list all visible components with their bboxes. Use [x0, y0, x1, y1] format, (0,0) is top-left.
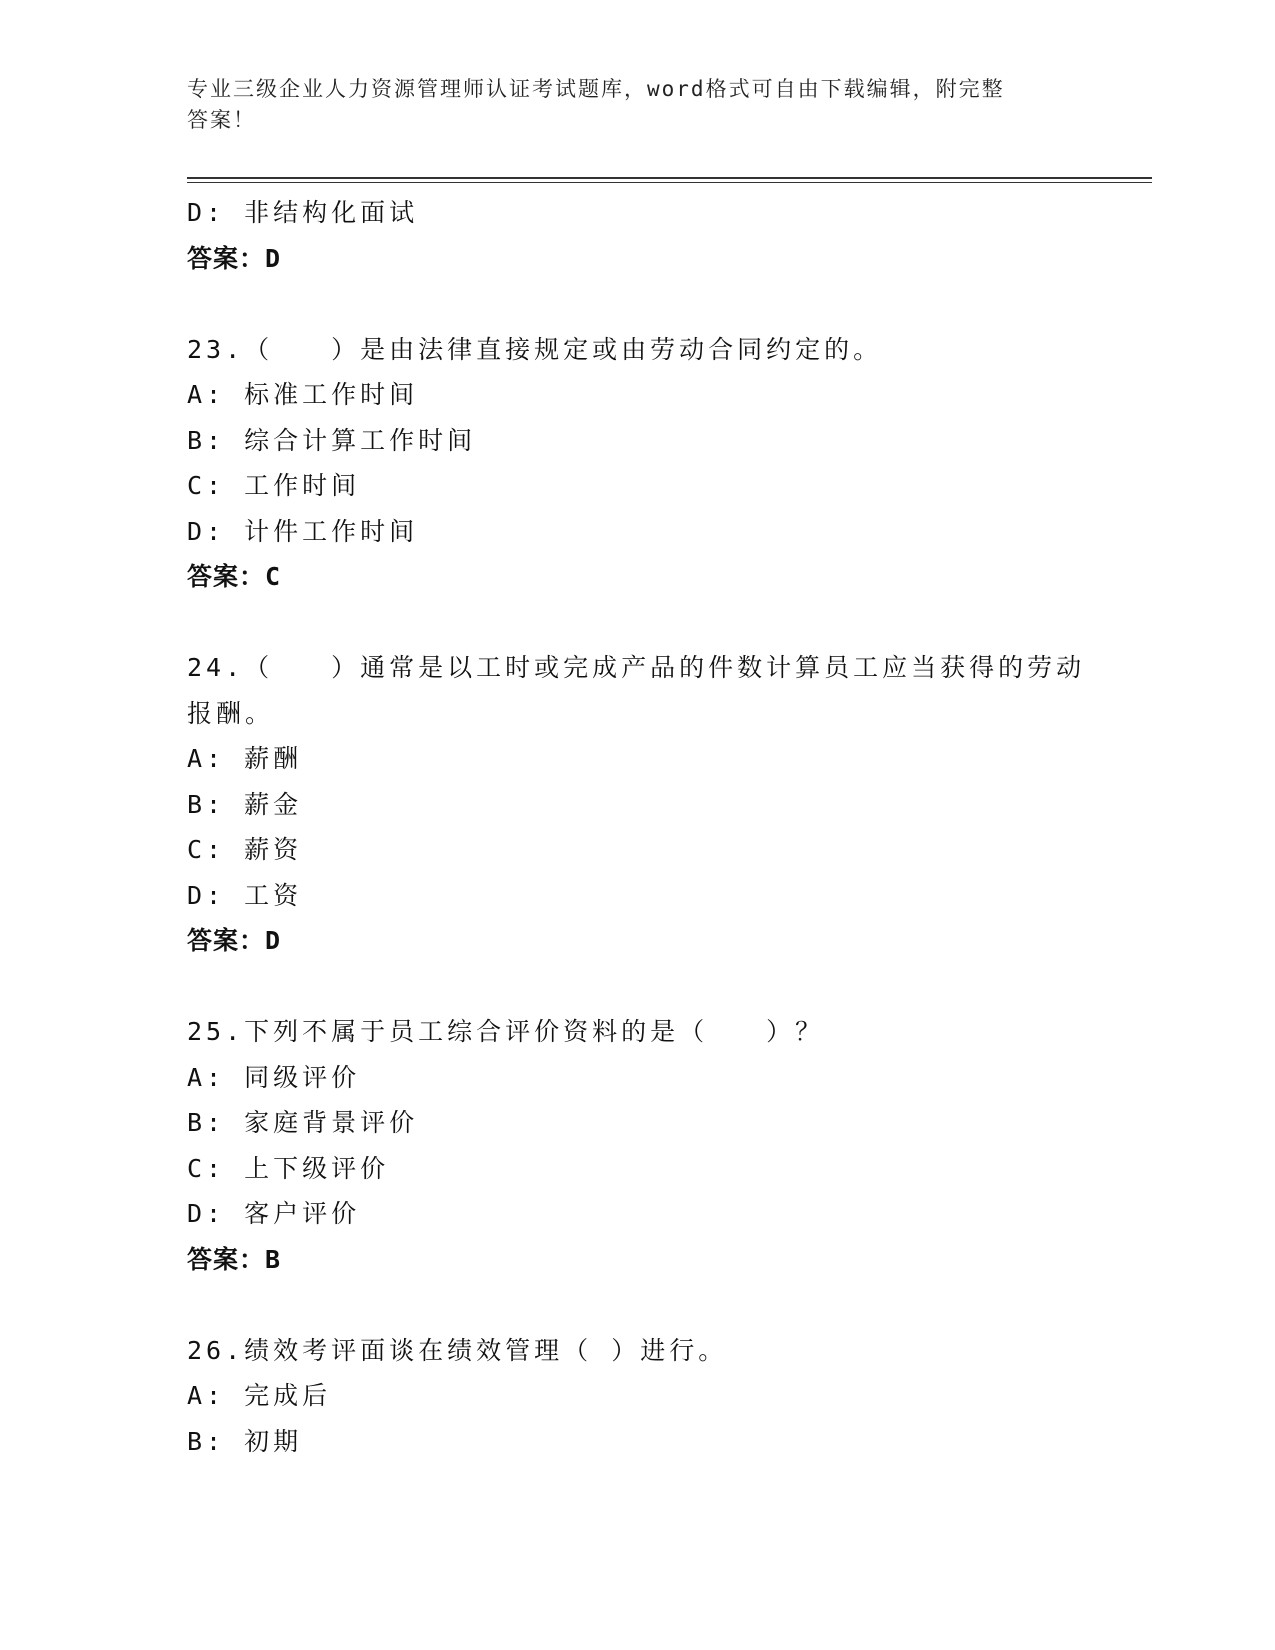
question-stem: 26.绩效考评面谈在绩效管理（ ）进行。 [187, 1335, 728, 1365]
question-stem: 23.（ ）是由法律直接规定或由劳动合同约定的。 [187, 334, 883, 364]
question-stem: 24.（ ）通常是以工时或完成产品的件数计算员工应当获得的劳动 [187, 653, 1086, 682]
option-c: C: 工作时间 [187, 471, 361, 500]
option-d: D: 客户评价 [187, 1199, 361, 1228]
header-line-2: 答案！ [187, 108, 256, 132]
option-a: A: 完成后 [187, 1381, 332, 1410]
answer-line: 答案：D [187, 926, 282, 955]
question-stem: 25.下列不属于员工综合评价资料的是（ ）？ [187, 1017, 825, 1046]
option-a: A: 薪酬 [187, 744, 303, 773]
answer-line: 答案：C [187, 562, 282, 591]
option-b: B: 综合计算工作时间 [187, 425, 477, 455]
option-b: B: 初期 [187, 1426, 303, 1456]
option-d: D: 工资 [187, 880, 303, 910]
option-d: D: 非结构化面试 [187, 198, 419, 227]
header-line-1: 专业三级企业人力资源管理师认证考试题库，word格式可自由下载编辑，附完整 [187, 77, 1005, 101]
question-25 [187, 1009, 1087, 1282]
question-stem-continued: 报酬。 [187, 698, 275, 728]
option-b: B: 家庭背景评价 [187, 1108, 419, 1137]
header-rule-thin [187, 182, 1152, 183]
question-list [187, 190, 1087, 1464]
header-rule-thick [187, 177, 1152, 179]
option-c: C: 薪资 [187, 835, 303, 864]
option-a: A: 同级评价 [187, 1062, 361, 1092]
option-d: D: 计件工作时间 [187, 516, 419, 546]
option-b: B: 薪金 [187, 789, 303, 819]
question-24 [187, 645, 1087, 964]
option-c: C: 上下级评价 [187, 1153, 390, 1183]
answer-line: 答案：B [187, 1244, 282, 1274]
answer-line: 答案：D [187, 243, 282, 273]
document-header [187, 74, 1087, 136]
option-a: A: 标准工作时间 [187, 380, 419, 409]
question-26 [187, 1328, 1087, 1465]
question-23 [187, 327, 1087, 600]
